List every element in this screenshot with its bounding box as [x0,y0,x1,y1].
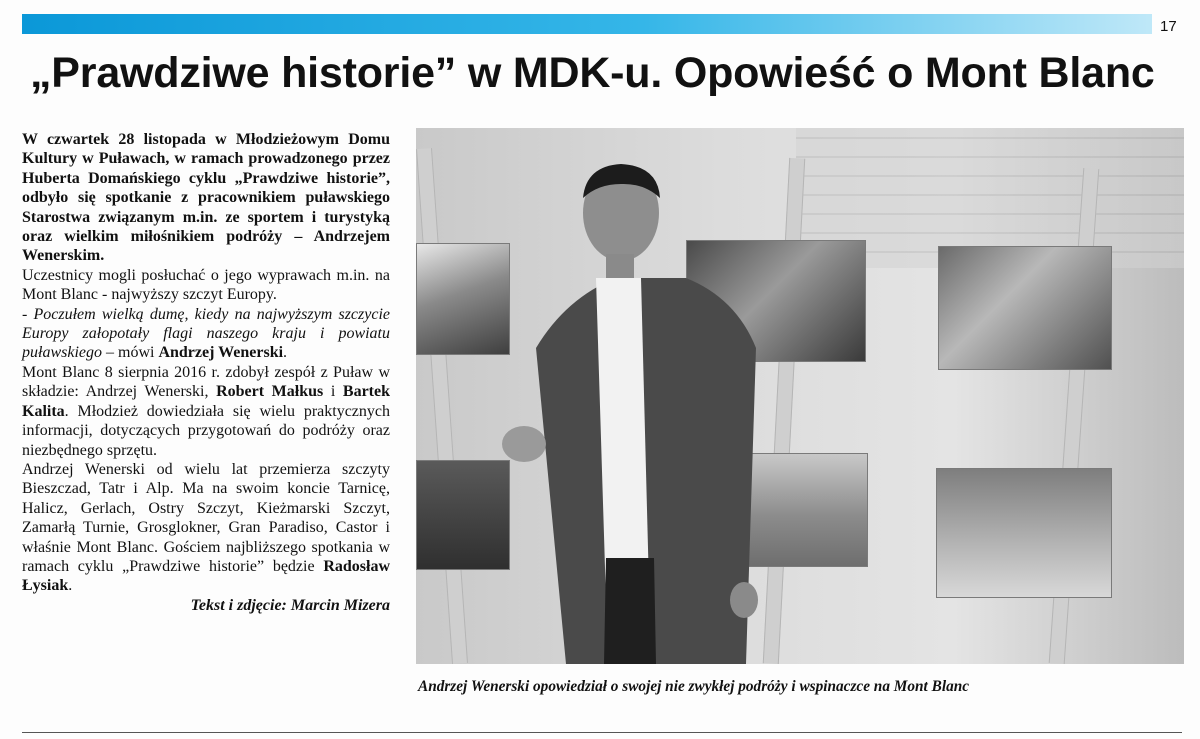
author-credit: Tekst i zdjęcie: Marcin Mizera [190,596,390,614]
lead-paragraph: W czwartek 28 listopada w Młodzieżowym Domu Kultury w Puławach, w ramach prowadzonego przez Huberta Domańskiego cyklu „Prawdziwe historie”, odbyło się spotkanie z pracownikiem puławskiego Starostwa związanym m.in. ze sportem i turystyką oraz wielkim miłośnikiem podróży – Andrzejem Wenerskim. [22,131,390,265]
paragraph-4: Andrzej Wenerski od wielu lat przemierza szczyty Bieszczad, Tatr i Alp. Ma na swoim koncie Tarnicę, Halicz, Gerlach, Ostry Szczyt, Kieżmarski Szczyt, Zamarłą Turnie, Grosglokner, Gran Paradiso, Castor i właśnie Mont Blanc. Gościem najbliższego spotkania w ramach cyklu „Prawdziwe historie” będzie Radosław Łysiak. [22,460,390,595]
page-number: 17 [1160,18,1177,35]
speaker-silhouette [416,128,1184,664]
photo-caption: Andrzej Wenerski opowiedział o swojej nie zwykłej podróży i wspinaczce na Mont Blanc [418,678,970,695]
article-photo [416,128,1184,664]
quote-author: Andrzej Wenerski [158,344,284,362]
article-headline: „Prawdziwe historie” w MDK-u. Opowieść o Mont Blanc [30,49,1155,97]
quote-paragraph: - Poczułem wielką dumę, kiedy na najwyższym szczycie Europy załopotały flagi naszego kraju i powiatu puławskiego – mówi Andrzej Wenerski. [22,305,390,362]
article-body [22,130,390,615]
paragraph-3: Mont Blanc 8 sierpnia 2016 r. zdobył zespół z Puław w składzie: Andrzej Wenerski, Robert Małkus i Bartek Kalita. Młodzież dowiedziała się wielu praktycznych informacji, dotyczących przygotowań do podróży oraz niezbędnego sprzętu. [22,363,390,459]
quote-text: - Poczułem wielką dumę, kiedy na najwyższym szczycie Europy załopotały flagi naszego kraju i powiatu puławskiego [22,305,390,362]
header-color-bar [22,14,1152,34]
bottom-rule [22,732,1182,733]
paragraph-1: Uczestnicy mogli posłuchać o jego wyprawach m.in. na Mont Blanc - najwyższy szczyt Europy. [22,266,390,304]
